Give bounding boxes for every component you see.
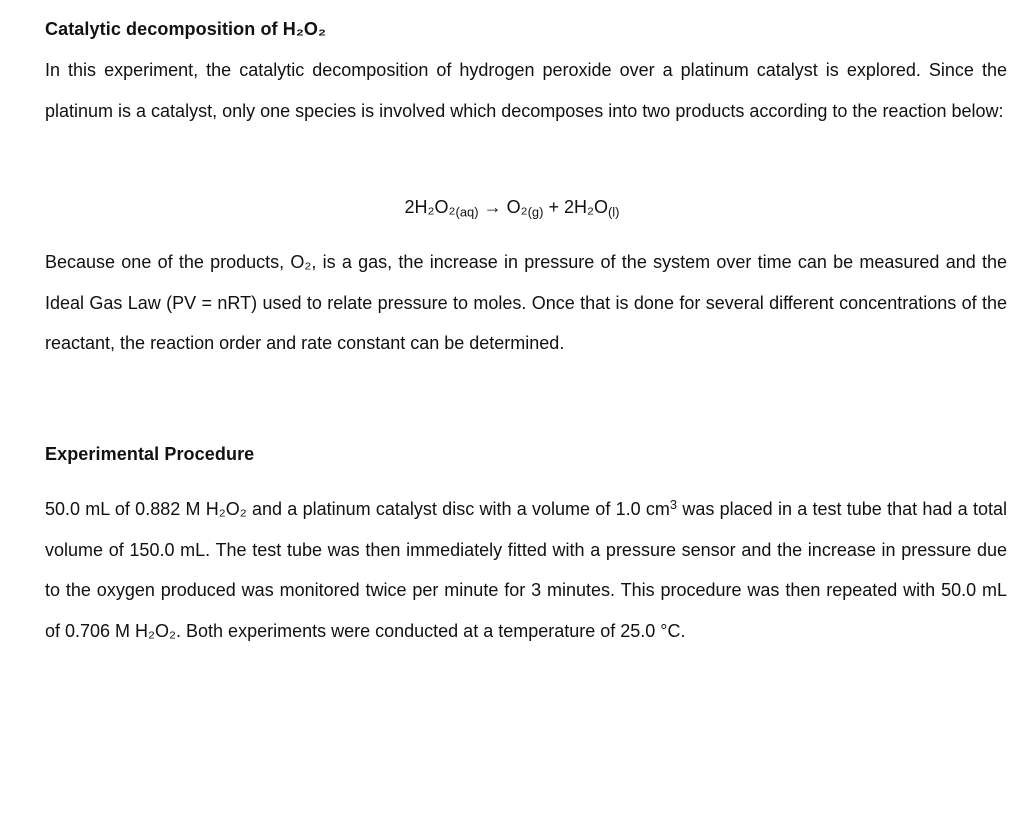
procedure-heading: Experimental Procedure <box>45 444 255 464</box>
product2-state: (l) <box>607 204 620 220</box>
reaction-arrow: → <box>483 197 502 217</box>
procedure-text-part1: 50.0 mL of 0.882 M H₂O₂ and a platinum catalyst disc with a volume of 1.0 cm <box>45 499 670 519</box>
procedure-paragraph <box>45 489 1007 651</box>
plus-sign: + <box>548 197 559 217</box>
volume-exponent: 3 <box>669 497 678 513</box>
reactant-coefficient: 2 <box>404 197 415 217</box>
product1-state: (g) <box>527 204 544 220</box>
intro-paragraph: In this experiment, the catalytic decomposition of hydrogen peroxide over a platinum catalyst is explored. Since the platinum is a catalyst, only one species is involved which decomposes into two products according to the reaction below: <box>45 60 1007 121</box>
product2-formula: H₂O <box>573 197 608 217</box>
reactant-state: (aq) <box>455 204 479 220</box>
reaction-equation <box>0 197 1024 218</box>
product1-formula: O₂ <box>506 197 528 217</box>
reactant-formula: H₂O₂ <box>414 197 456 217</box>
document-title: Catalytic decomposition of H₂O₂ <box>45 19 327 39</box>
procedure-text-part2: was placed in a test tube that had a total volume of 150.0 mL. The test tube was then immediately fitted with a pressure sensor and the increase in pressure due to the oxygen produced was monitored twice per minute for 3 minutes. This procedure was then repeated with 50.0 mL of 0.706 M H₂O₂. Both experiments were conducted at a temperature of 25.0 °C. <box>45 499 1007 641</box>
gas-law-paragraph: Because one of the products, O₂, is a gas, the increase in pressure of the system over time can be measured and the Ideal Gas Law (PV = nRT) used to relate pressure to moles. Once that is done for several different concentrations of the reactant, the reaction order and rate constant can be determined. <box>45 252 1007 353</box>
product2-coefficient: 2 <box>563 197 574 217</box>
